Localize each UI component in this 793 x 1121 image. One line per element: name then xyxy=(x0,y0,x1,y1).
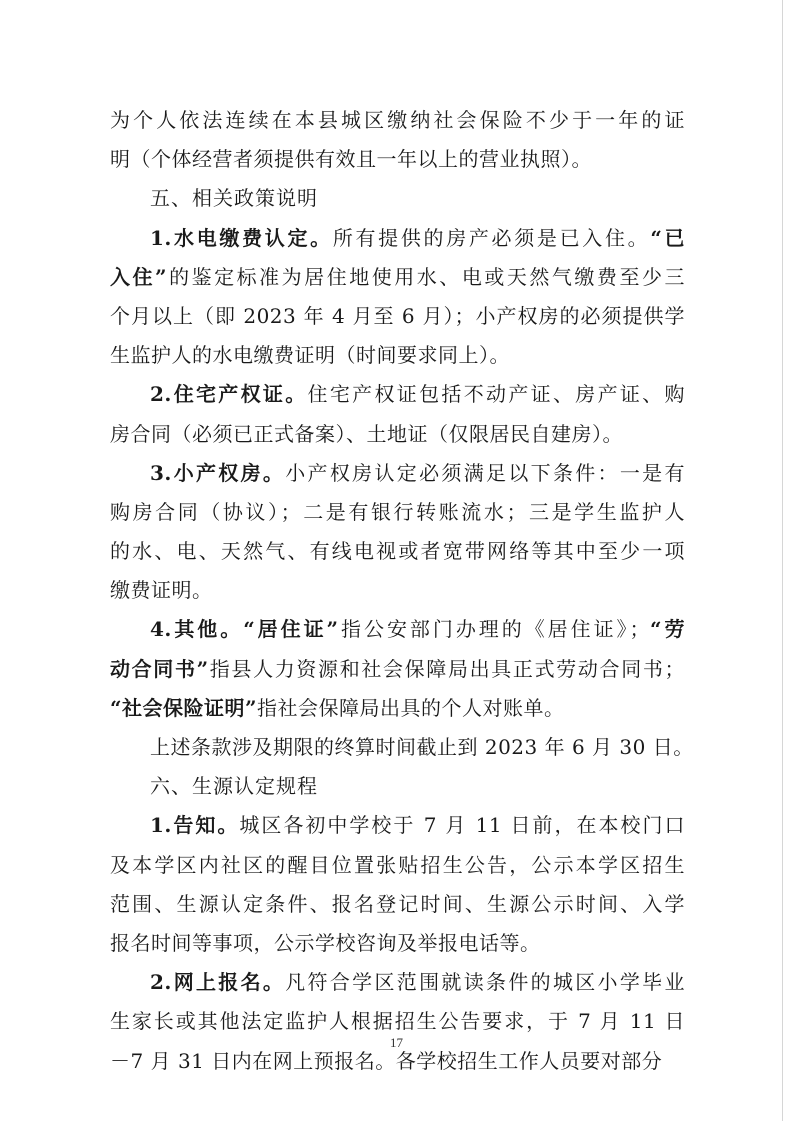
text-segment: 范围、生源认定条件、报名登记时间、生源公示时间、入学 xyxy=(110,891,685,916)
text-line xyxy=(110,375,685,414)
bold-text: 1.水电缴费认定。 xyxy=(150,225,333,250)
scan-edge-line xyxy=(782,0,783,1121)
bold-text: 入住” xyxy=(110,264,168,289)
text-line xyxy=(110,767,685,806)
bold-text: “社会保险证明” xyxy=(110,695,258,720)
text-segment: 住宅产权证包括不动产证、房产证、购 xyxy=(307,382,685,407)
paragraph xyxy=(110,806,685,963)
text-line xyxy=(110,885,685,924)
bold-text: “居住证” xyxy=(243,617,339,642)
text-line xyxy=(110,297,685,336)
text-line xyxy=(110,258,685,297)
text-line xyxy=(110,140,685,179)
text-segment: 凡符合学区范围就读条件的城区小学毕业 xyxy=(285,970,685,995)
text-segment: 小产权房认定必须满足以下条件：一是有 xyxy=(285,460,685,485)
text-segment: 为个人依法连续在本县城区缴纳社会保险不少于一年的证 xyxy=(110,108,685,132)
text-segment: 指社会保障局出具的个人对账单。 xyxy=(257,695,565,720)
text-segment: 上述条款涉及期限的终算时间截止到 2023 年 6 月 30 日。 xyxy=(150,735,694,759)
text-segment: 的水、电、天然气、有线电视或者宽带网络等其中至少一项 xyxy=(110,539,685,564)
text-line xyxy=(110,532,685,571)
section-heading xyxy=(110,179,685,218)
text-segment: 指县人力资源和社会保障局出具正式劳动合同书； xyxy=(208,656,685,681)
text-segment: 购房合同（协议）；二是有银行转账流水；三是学生监护人 xyxy=(110,499,685,524)
text-segment: 城区各初中学校于 7 月 11 日前，在本校门口 xyxy=(239,813,685,838)
text-segment: 明（个体经营者须提供有效且一年以上的营业执照）。 xyxy=(110,147,592,172)
text-line xyxy=(110,336,685,375)
text-line xyxy=(110,493,685,532)
paragraph xyxy=(110,454,685,611)
paragraph xyxy=(110,101,685,179)
bold-text: “劳 xyxy=(650,617,685,642)
bold-text: 1.告知。 xyxy=(150,813,240,838)
text-line xyxy=(110,924,685,963)
text-segment: 报名时间等事项，公示学校咨询及举报电话等。 xyxy=(110,930,541,955)
paragraph xyxy=(110,728,694,767)
text-line xyxy=(110,219,685,258)
bold-text: 4.其他。 xyxy=(150,617,244,642)
text-segment: 缴费证明。 xyxy=(110,578,213,603)
bold-text: 2.网上报名。 xyxy=(150,970,286,995)
text-line xyxy=(110,963,685,1002)
text-line xyxy=(110,101,685,140)
bold-text: “已 xyxy=(650,225,685,250)
paragraph xyxy=(110,219,685,376)
text-line xyxy=(110,846,685,885)
bold-text: 2.住宅产权证。 xyxy=(150,382,308,407)
paragraph xyxy=(110,610,685,728)
page-number: 17 xyxy=(390,1035,403,1050)
text-segment: 六、生源认定规程 xyxy=(150,774,318,799)
text-line xyxy=(110,415,685,454)
text-line xyxy=(110,728,694,767)
text-segment: －7 月 31 日内在网上预报名。各学校招生工作人员要对部分 xyxy=(110,1048,663,1073)
text-segment: 所有提供的房产必须是已入住。 xyxy=(332,225,651,250)
text-line xyxy=(110,610,685,649)
bold-text: 动合同书” xyxy=(110,656,209,681)
text-segment: 生监护人的水电缴费证明（时间要求同上）。 xyxy=(110,343,510,368)
bold-text: 3.小产权房。 xyxy=(150,460,286,485)
text-segment: 生家长或其他法定监护人根据招生公告要求，于 7 月 11 日 xyxy=(110,1009,685,1034)
text-line xyxy=(110,650,685,689)
paragraph xyxy=(110,963,685,1081)
document-body xyxy=(110,101,694,1081)
text-segment: 五、相关政策说明 xyxy=(150,186,318,211)
text-segment: 指公安部门办理的《居住证》； xyxy=(338,617,651,642)
text-segment: 个月以上（即 2023 年 4 月至 6 月）；小产权房的必须提供学 xyxy=(110,303,685,328)
text-line xyxy=(110,806,685,845)
paragraph xyxy=(110,375,685,453)
text-line xyxy=(110,571,685,610)
section-heading xyxy=(110,767,685,806)
text-segment: 及本学区内社区的醒目位置张贴招生公告，公示本学区招生 xyxy=(110,852,685,877)
text-line xyxy=(110,454,685,493)
text-line xyxy=(110,179,685,218)
text-segment: 房合同（必须已正式备案）、土地证（仅限居民自建房）。 xyxy=(110,421,623,446)
text-segment: 的鉴定标准为居住地使用水、电或天然气缴费至少三 xyxy=(167,264,685,289)
text-line xyxy=(110,689,685,728)
